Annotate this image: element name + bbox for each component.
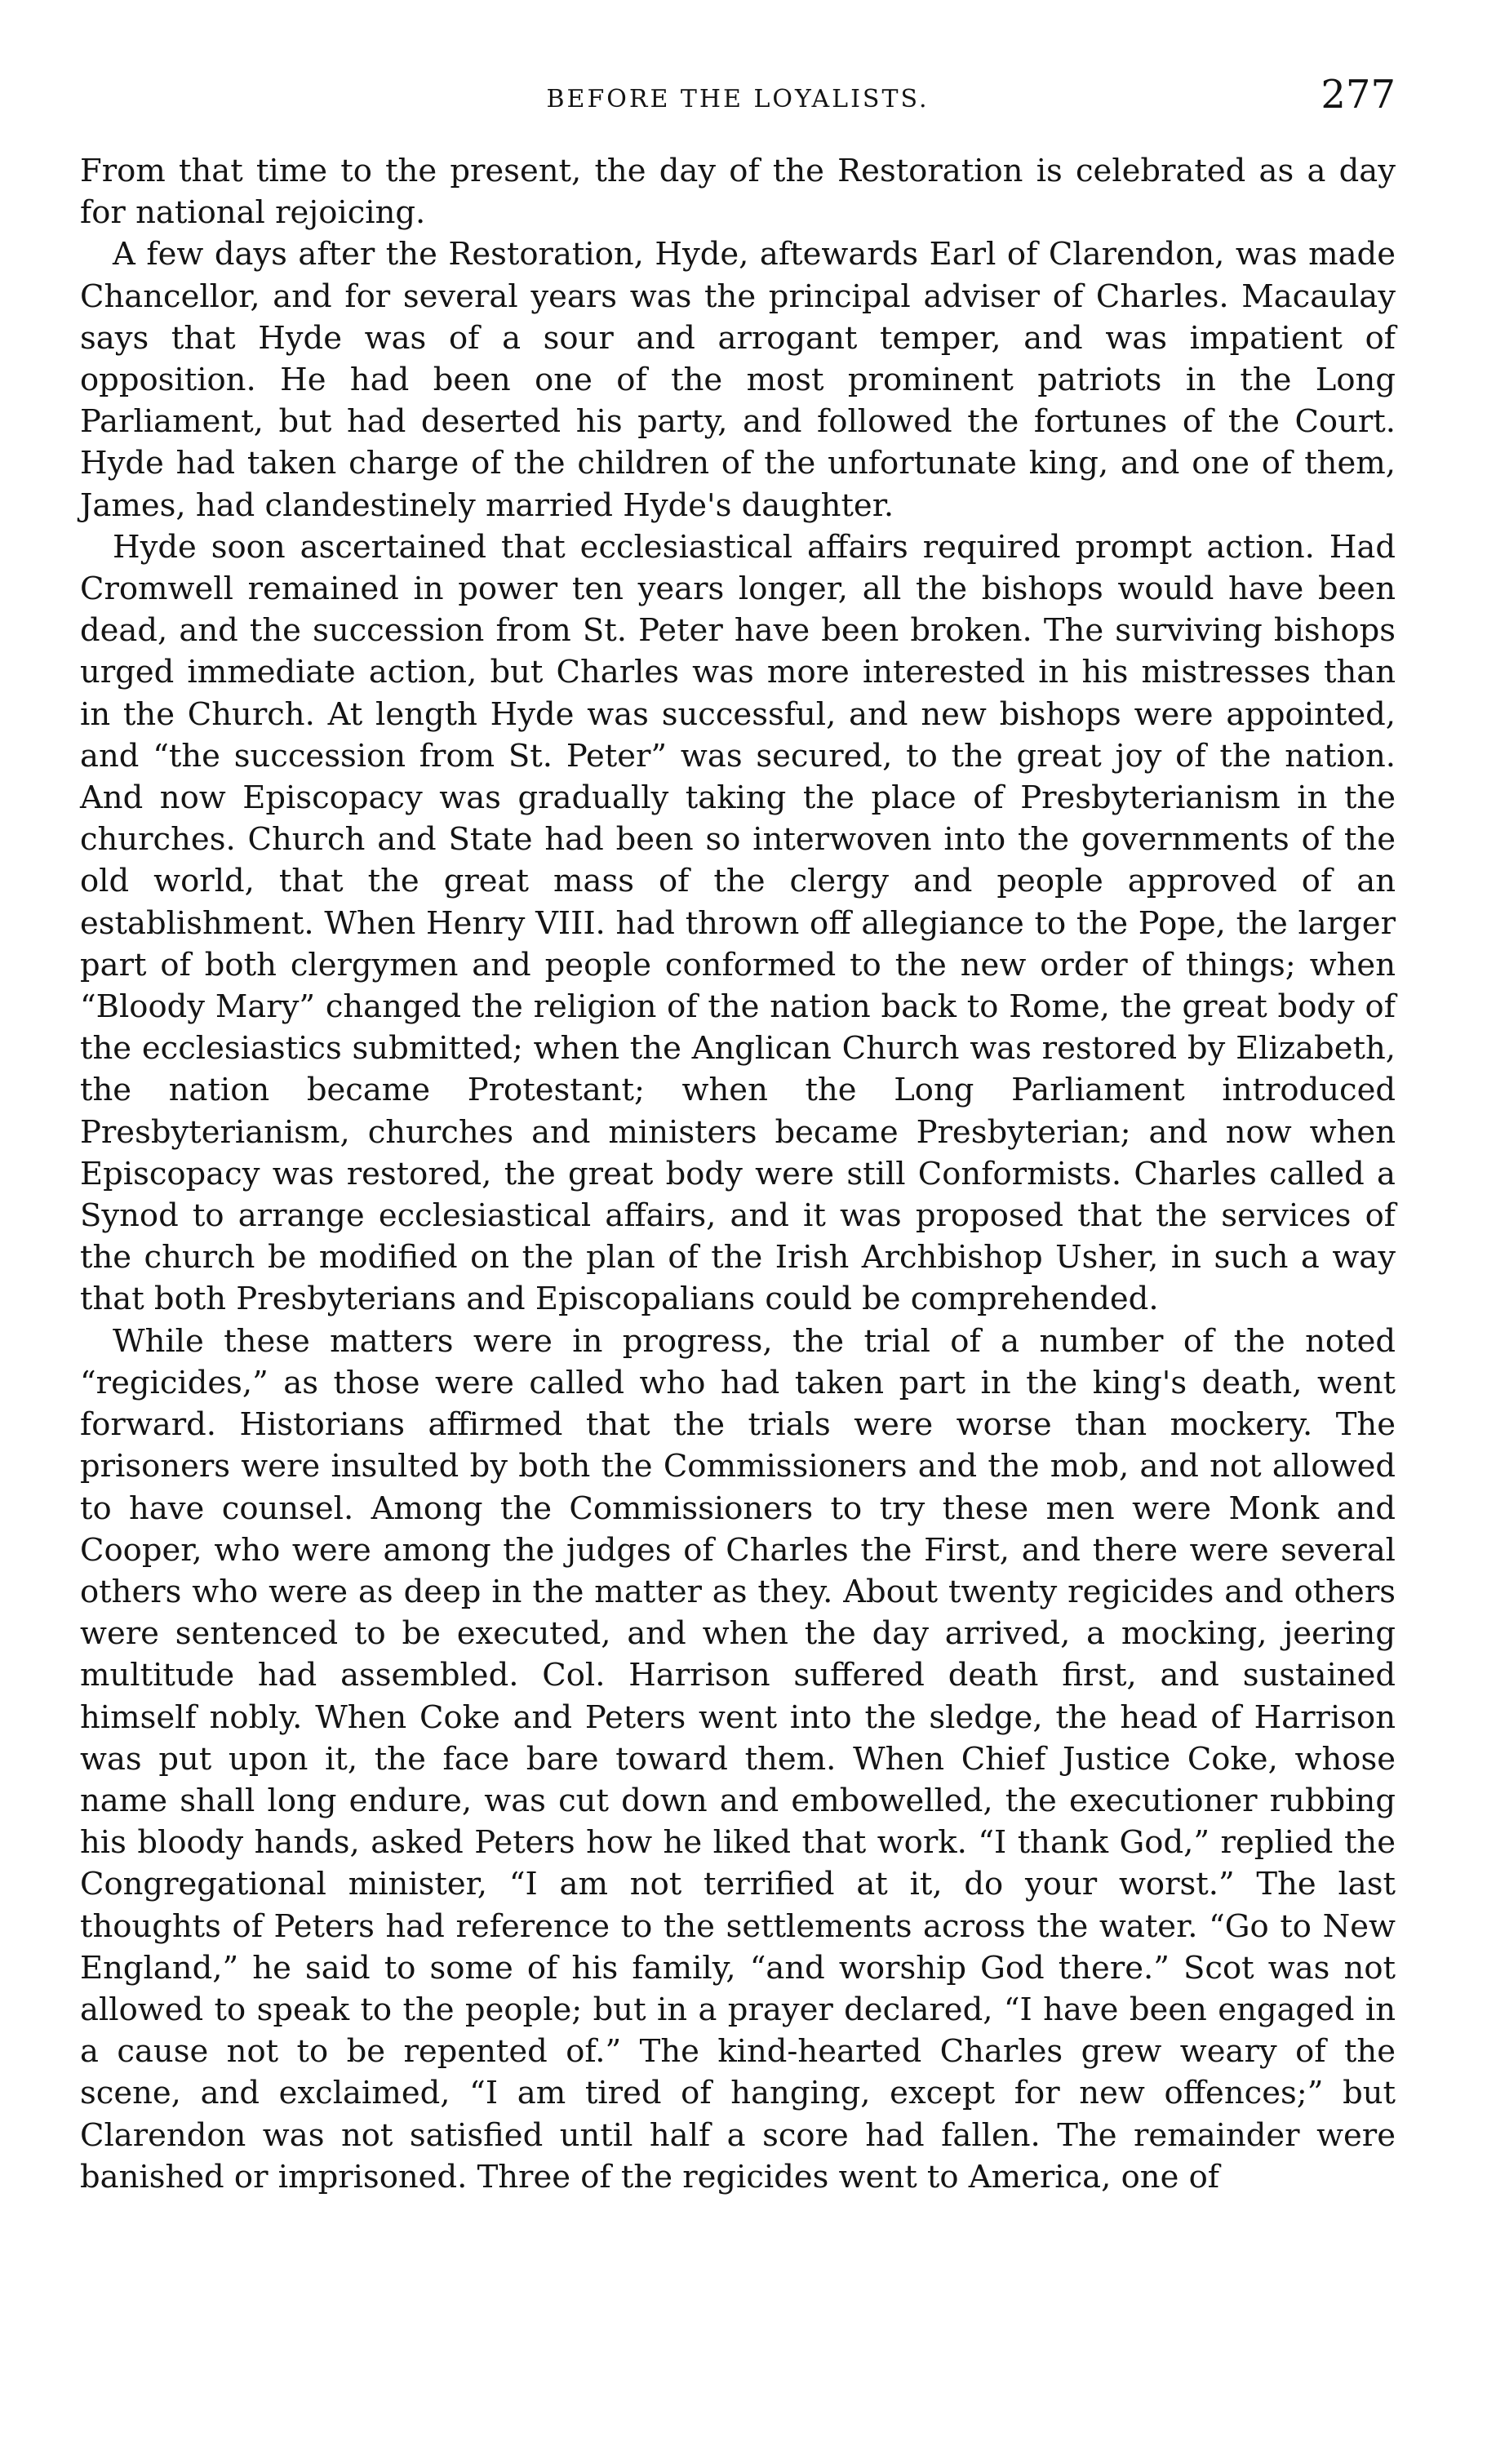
paragraph-hyde-chancellor: A few days after the Restoration, Hyde, aftewards Earl of Clarendon, was made Chancellor, and for several years was the principal adviser of Charles. Macaulay says that Hyde was of a sour and arrogant temper, and was impatient of opposition. He had been one of the most prominent patriots in the Long Parliament, but had deserted his party, and followed the fortunes of the Court. Hyde had taken charge of the children of the unfortunate king, and one of them, James, had clandestinely married Hyde's daughter.: [80, 236, 1396, 524]
page-number: 277: [1321, 72, 1396, 118]
book-page: [80, 72, 1396, 2422]
paragraph-ecclesiastical-affairs: Hyde soon ascertained that ecclesiastical affairs required prompt action. Had Cromwell remained in power ten years longer, all the bishops would have been dead, and the succession from St. Peter have been broken. The surviving bishops urged immediate action, but Charles was more interested in his mistresses than in the Church. At length Hyde was successful, and new bishops were appointed, and “the succession from St. Peter” was secured, to the great joy of the nation. And now Episcopacy was gradually taking the place of Presbyterianism in the churches. Church and State had been so interwoven into the governments of the old world, that the great mass of the clergy and people approved of an establishment. When Henry VIII. had thrown off allegiance to the Pope, the larger part of both clergymen and people conformed to the new order of things; when “Bloody Mary” changed the religion of the nation back to Rome, the great body of the ecclesiastics submitted; when the Anglican Church was restored by Elizabeth, the nation became Protestant; when the Long Parliament introduced Presbyterianism, churches and ministers became Presbyterian; and now when Episcopacy was restored, the great body were still Conformists. Charles called a Synod to arrange ecclesiastical affairs, and it was proposed that the services of the church be modified on the plan of the Irish Archbishop Usher, in such a way that both Presbyterians and Episcopalians could be comprehended.: [80, 528, 1396, 1318]
body-text: [80, 150, 1396, 2198]
page-header: [80, 72, 1396, 126]
paragraph-restoration-day: From that time to the present, the day of the Restoration is celebrated as a day for national rejoicing.: [80, 153, 1396, 232]
paragraph-regicides-trial: While these matters were in progress, the trial of a number of the noted “regicides,” as those were called who had taken part in the king's death, went forward. Historians affirmed that the trials were worse than mockery. The prisoners were insulted by both the Commissioners and the mob, and not allowed to have counsel. Among the Commissioners to try these men were Monk and Cooper, who were among the judges of Charles the First, and there were several others who were as deep in the matter as they. About twenty regicides and others were sentenced to be executed, and when the day arrived, a mocking, jeering multitude had assembled. Col. Harrison suffered death first, and sustained himself nobly. When Coke and Peters went into the sledge, the head of Harrison was put upon it, the face bare toward them. When Chief Justice Coke, whose name shall long endure, was cut down and embowelled, the executioner rubbing his bloody hands, asked Peters how he liked that work. “I thank God,” replied the Congregational minister, “I am not terrified at it, do your worst.” The last thoughts of Peters had reference to the settlements across the water. “Go to New England,” he said to some of his family, “and worship God there.” Scot was not allowed to speak to the people; but in a prayer declared, “I have been engaged in a cause not to be repented of.” The kind-hearted Charles grew weary of the scene, and exclaimed, “I am tired of hanging, except for new offences;” but Clarendon was not satisfied until half a score had fallen. The remainder were banished or imprisoned. Three of the regicides went to America, one of: [80, 1322, 1396, 2195]
running-title: BEFORE THE LOYALISTS.: [546, 85, 930, 113]
